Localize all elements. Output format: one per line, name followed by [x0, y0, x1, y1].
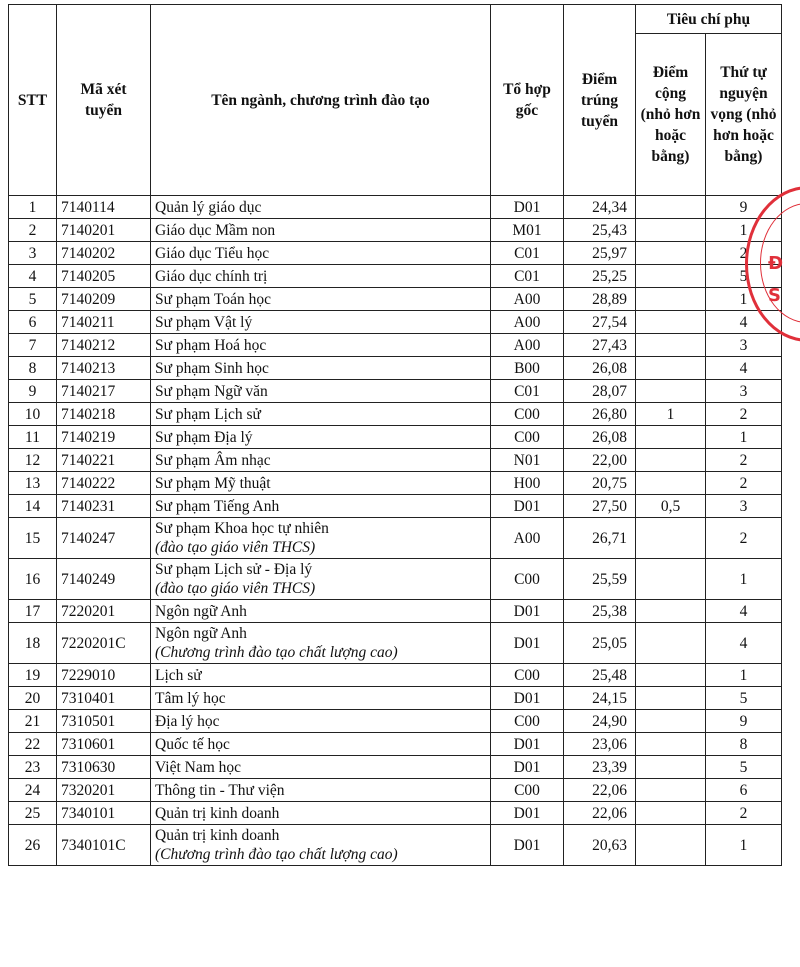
cell-score: 26,71	[564, 518, 636, 559]
cell-order: 6	[706, 779, 782, 802]
cell-score: 25,48	[564, 664, 636, 687]
cell-order: 1	[706, 219, 782, 242]
cell-order: 9	[706, 710, 782, 733]
cell-stt: 26	[9, 825, 57, 866]
cell-score: 28,07	[564, 380, 636, 403]
cell-combo: D01	[491, 687, 564, 710]
cell-score: 24,34	[564, 196, 636, 219]
cell-score: 25,43	[564, 219, 636, 242]
cell-code: 7140201	[57, 219, 151, 242]
cell-order: 2	[706, 472, 782, 495]
table-row	[9, 600, 782, 623]
cell-name	[151, 687, 491, 710]
cell-score: 24,90	[564, 710, 636, 733]
program-name: Địa lý học	[155, 712, 220, 730]
header-diem-cong: Điểm cộng (nhỏ hơn hoặc bằng)	[636, 34, 706, 196]
cell-stt: 18	[9, 623, 57, 664]
cell-stt: 4	[9, 265, 57, 288]
header-diem-trung-tuyen: Điểm trúng tuyển	[564, 5, 636, 196]
header-thu-tu-nguyen-vong: Thứ tự nguyện vọng (nhỏ hơn hoặc bằng)	[706, 34, 782, 196]
cell-bonus	[636, 265, 706, 288]
cell-bonus	[636, 600, 706, 623]
program-note: (đào tạo giáo viên THCS)	[155, 580, 316, 597]
cell-bonus	[636, 449, 706, 472]
cell-score: 20,63	[564, 825, 636, 866]
cell-code: 7140205	[57, 265, 151, 288]
cell-code: 7310401	[57, 687, 151, 710]
table-row	[9, 357, 782, 380]
program-name: Quản trị kinh doanh	[155, 827, 280, 844]
cell-combo: D01	[491, 802, 564, 825]
cell-score: 22,06	[564, 779, 636, 802]
cell-bonus	[636, 219, 706, 242]
cell-score: 23,39	[564, 756, 636, 779]
cell-score: 25,97	[564, 242, 636, 265]
cell-order: 5	[706, 265, 782, 288]
cell-combo: A00	[491, 288, 564, 311]
program-name: Giáo dục chính trị	[155, 267, 268, 285]
cell-combo: C00	[491, 779, 564, 802]
cell-bonus	[636, 380, 706, 403]
cell-stt: 17	[9, 600, 57, 623]
cell-stt: 20	[9, 687, 57, 710]
program-name: Sư phạm Địa lý	[155, 428, 253, 446]
cell-combo: D01	[491, 733, 564, 756]
cell-bonus	[636, 756, 706, 779]
cell-stt: 6	[9, 311, 57, 334]
cell-name	[151, 472, 491, 495]
cell-name	[151, 756, 491, 779]
cell-code: 7140221	[57, 449, 151, 472]
table-row	[9, 196, 782, 219]
cell-code: 7140222	[57, 472, 151, 495]
cell-bonus	[636, 242, 706, 265]
stamp-letter-1: Đ	[768, 253, 784, 274]
cell-bonus	[636, 518, 706, 559]
cell-order: 5	[706, 687, 782, 710]
cell-stt: 13	[9, 472, 57, 495]
table-row	[9, 518, 782, 559]
cell-order: 5	[706, 756, 782, 779]
cell-order: 2	[706, 449, 782, 472]
cell-order: 8	[706, 733, 782, 756]
cell-score: 25,59	[564, 559, 636, 600]
program-name: Thông tin - Thư viện	[155, 781, 285, 799]
cell-stt: 14	[9, 495, 57, 518]
cell-combo: B00	[491, 357, 564, 380]
cell-name	[151, 242, 491, 265]
table-body	[9, 196, 782, 866]
cell-code: 7140249	[57, 559, 151, 600]
program-note: (Chương trình đào tạo chất lượng cao)	[155, 846, 398, 863]
cell-score: 25,25	[564, 265, 636, 288]
header-to-hop-goc: Tổ hợp gốc	[491, 5, 564, 196]
cell-name	[151, 288, 491, 311]
cell-code: 7229010	[57, 664, 151, 687]
table-row	[9, 380, 782, 403]
cell-combo: C01	[491, 380, 564, 403]
cell-stt: 3	[9, 242, 57, 265]
cell-score: 25,05	[564, 623, 636, 664]
cell-combo: C01	[491, 265, 564, 288]
cell-code: 7140209	[57, 288, 151, 311]
table-row	[9, 559, 782, 600]
cell-stt: 25	[9, 802, 57, 825]
cell-combo: C00	[491, 426, 564, 449]
cell-score: 23,06	[564, 733, 636, 756]
table-row	[9, 265, 782, 288]
cell-score: 27,43	[564, 334, 636, 357]
cell-name	[151, 559, 491, 600]
cell-code: 7140202	[57, 242, 151, 265]
table-row	[9, 472, 782, 495]
cell-name	[151, 196, 491, 219]
cell-order: 1	[706, 825, 782, 866]
stamp-letter-2: S	[768, 285, 781, 306]
cell-combo: D01	[491, 196, 564, 219]
cell-name	[151, 623, 491, 664]
cell-combo: C00	[491, 664, 564, 687]
program-note: (Chương trình đào tạo chất lượng cao)	[155, 644, 398, 661]
program-name: Giáo dục Mầm non	[155, 221, 276, 239]
cell-code: 7220201	[57, 600, 151, 623]
cell-stt: 7	[9, 334, 57, 357]
cell-bonus	[636, 196, 706, 219]
cell-name	[151, 357, 491, 380]
table-row	[9, 426, 782, 449]
cell-bonus	[636, 779, 706, 802]
cell-combo: M01	[491, 219, 564, 242]
header-stt: STT	[9, 5, 57, 196]
cell-name	[151, 403, 491, 426]
cell-order: 1	[706, 288, 782, 311]
header-ma-xet-tuyen: Mã xét tuyển	[57, 5, 151, 196]
cell-code: 7140217	[57, 380, 151, 403]
cell-order: 2	[706, 802, 782, 825]
cell-order: 1	[706, 426, 782, 449]
program-name: Quốc tế học	[155, 735, 230, 753]
cell-score: 27,54	[564, 311, 636, 334]
cell-order: 4	[706, 357, 782, 380]
cell-combo: C00	[491, 559, 564, 600]
program-name: Sư phạm Tiếng Anh	[155, 497, 280, 515]
cell-code: 7140213	[57, 357, 151, 380]
program-name: Tâm lý học	[155, 689, 226, 707]
cell-combo: D01	[491, 623, 564, 664]
table-row	[9, 334, 782, 357]
cell-code: 7140212	[57, 334, 151, 357]
cell-bonus: 1	[636, 403, 706, 426]
cell-name	[151, 779, 491, 802]
table-row	[9, 311, 782, 334]
cell-code: 7140219	[57, 426, 151, 449]
header-tieu-chi-phu: Tiêu chí phụ	[636, 5, 782, 34]
table-row	[9, 288, 782, 311]
program-name: Sư phạm Khoa học tự nhiên	[155, 520, 329, 537]
cell-combo: H00	[491, 472, 564, 495]
table-row	[9, 779, 782, 802]
cell-stt: 8	[9, 357, 57, 380]
table-row	[9, 495, 782, 518]
program-name: Sư phạm Vật lý	[155, 313, 253, 331]
cell-combo: C00	[491, 403, 564, 426]
cell-name	[151, 518, 491, 559]
program-name: Việt Nam học	[155, 758, 242, 776]
table-row	[9, 403, 782, 426]
program-name: Sư phạm Ngữ văn	[155, 382, 268, 400]
cell-order: 1	[706, 664, 782, 687]
cell-code: 7140247	[57, 518, 151, 559]
cell-stt: 23	[9, 756, 57, 779]
cell-bonus	[636, 334, 706, 357]
program-name: Quản trị kinh doanh	[155, 804, 280, 822]
table-row	[9, 449, 782, 472]
program-note: (đào tạo giáo viên THCS)	[155, 539, 316, 556]
cell-order: 3	[706, 334, 782, 357]
cell-stt: 9	[9, 380, 57, 403]
cell-bonus	[636, 733, 706, 756]
cell-stt: 11	[9, 426, 57, 449]
table-row	[9, 242, 782, 265]
cell-stt: 19	[9, 664, 57, 687]
cell-name	[151, 449, 491, 472]
cell-order: 3	[706, 380, 782, 403]
cell-stt: 5	[9, 288, 57, 311]
program-name: Lịch sử	[155, 666, 202, 684]
cell-combo: D01	[491, 600, 564, 623]
cell-stt: 21	[9, 710, 57, 733]
cell-code: 7140231	[57, 495, 151, 518]
cell-score: 24,15	[564, 687, 636, 710]
cell-name	[151, 802, 491, 825]
cell-bonus	[636, 472, 706, 495]
cell-order: 2	[706, 242, 782, 265]
cell-name	[151, 825, 491, 866]
cell-code: 7340101	[57, 802, 151, 825]
cell-name	[151, 495, 491, 518]
cell-score: 25,38	[564, 600, 636, 623]
cell-order: 2	[706, 518, 782, 559]
cell-bonus	[636, 710, 706, 733]
program-name: Sư phạm Lịch sử	[155, 405, 261, 423]
cell-name	[151, 219, 491, 242]
cell-code: 7310630	[57, 756, 151, 779]
cell-stt: 1	[9, 196, 57, 219]
cell-combo: A00	[491, 311, 564, 334]
cell-name	[151, 426, 491, 449]
cell-score: 27,50	[564, 495, 636, 518]
cell-order: 9	[706, 196, 782, 219]
cell-bonus	[636, 357, 706, 380]
table-row	[9, 710, 782, 733]
cell-name	[151, 265, 491, 288]
program-name: Sư phạm Âm nhạc	[155, 451, 271, 469]
program-name: Sư phạm Lịch sử - Địa lý	[155, 561, 313, 578]
cell-score: 28,89	[564, 288, 636, 311]
cell-name	[151, 380, 491, 403]
cell-bonus	[636, 426, 706, 449]
program-name: Sư phạm Sinh học	[155, 359, 269, 377]
cell-code: 7320201	[57, 779, 151, 802]
cell-combo: A00	[491, 334, 564, 357]
cell-stt: 2	[9, 219, 57, 242]
cell-name	[151, 733, 491, 756]
cell-combo: D01	[491, 825, 564, 866]
cell-stt: 15	[9, 518, 57, 559]
cell-bonus	[636, 623, 706, 664]
cell-combo: D01	[491, 495, 564, 518]
cell-bonus	[636, 664, 706, 687]
cell-name	[151, 334, 491, 357]
cell-stt: 24	[9, 779, 57, 802]
cell-code: 7140218	[57, 403, 151, 426]
cell-stt: 22	[9, 733, 57, 756]
cell-score: 20,75	[564, 472, 636, 495]
admission-score-table	[8, 4, 782, 866]
table-row	[9, 664, 782, 687]
cell-name	[151, 311, 491, 334]
cell-score: 22,00	[564, 449, 636, 472]
cell-combo: C00	[491, 710, 564, 733]
cell-score: 22,06	[564, 802, 636, 825]
cell-order: 1	[706, 559, 782, 600]
cell-code: 7140114	[57, 196, 151, 219]
program-name: Sư phạm Toán học	[155, 290, 271, 308]
cell-score: 26,08	[564, 357, 636, 380]
cell-name	[151, 600, 491, 623]
cell-bonus	[636, 825, 706, 866]
program-name: Ngôn ngữ Anh	[155, 602, 247, 620]
header-ten-nganh: Tên ngành, chương trình đào tạo	[151, 5, 491, 196]
cell-code: 7340101C	[57, 825, 151, 866]
cell-stt: 16	[9, 559, 57, 600]
table-row	[9, 802, 782, 825]
cell-stt: 12	[9, 449, 57, 472]
cell-order: 4	[706, 600, 782, 623]
program-name: Ngôn ngữ Anh	[155, 625, 247, 642]
cell-code: 7220201C	[57, 623, 151, 664]
cell-bonus	[636, 311, 706, 334]
cell-score: 26,08	[564, 426, 636, 449]
cell-order: 4	[706, 623, 782, 664]
program-name: Sư phạm Mỹ thuật	[155, 474, 271, 492]
cell-code: 7310601	[57, 733, 151, 756]
cell-bonus	[636, 288, 706, 311]
cell-combo: D01	[491, 756, 564, 779]
cell-score: 26,80	[564, 403, 636, 426]
cell-order: 2	[706, 403, 782, 426]
cell-code: 7310501	[57, 710, 151, 733]
cell-name	[151, 710, 491, 733]
table-row	[9, 733, 782, 756]
cell-order: 4	[706, 311, 782, 334]
cell-bonus	[636, 802, 706, 825]
cell-name	[151, 664, 491, 687]
cell-stt: 10	[9, 403, 57, 426]
table-row	[9, 756, 782, 779]
cell-combo: A00	[491, 518, 564, 559]
program-name: Sư phạm Hoá học	[155, 336, 267, 354]
cell-order: 3	[706, 495, 782, 518]
table-row	[9, 219, 782, 242]
table-row	[9, 623, 782, 664]
cell-bonus	[636, 687, 706, 710]
program-name: Giáo dục Tiểu học	[155, 244, 270, 262]
program-name: Quản lý giáo dục	[155, 198, 262, 216]
cell-combo: N01	[491, 449, 564, 472]
cell-code: 7140211	[57, 311, 151, 334]
cell-bonus: 0,5	[636, 495, 706, 518]
table-row	[9, 825, 782, 866]
table-row	[9, 687, 782, 710]
cell-bonus	[636, 559, 706, 600]
cell-combo: C01	[491, 242, 564, 265]
